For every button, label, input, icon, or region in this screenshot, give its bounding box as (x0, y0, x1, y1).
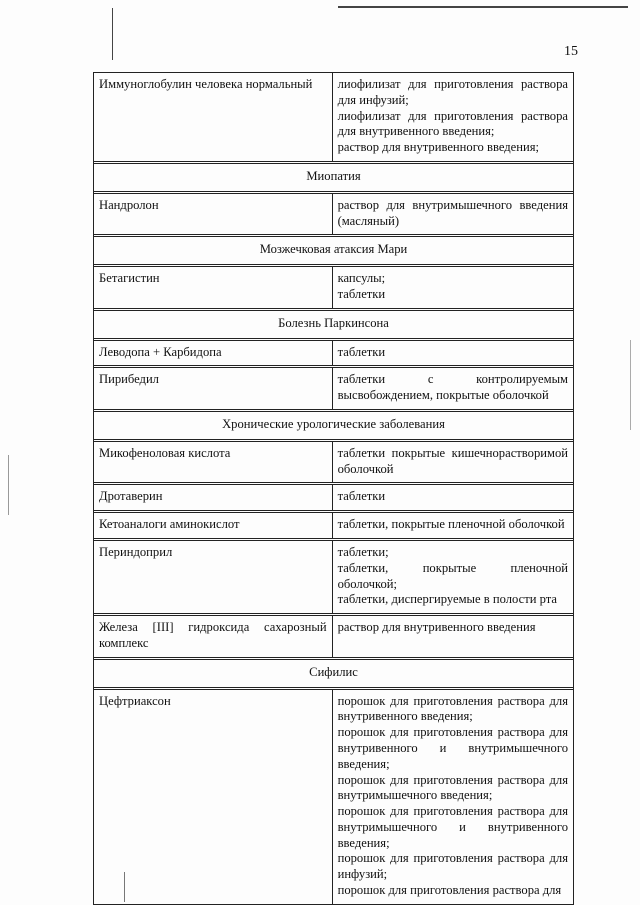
section-row (94, 163, 574, 191)
drug-table (93, 72, 574, 905)
drug-name: Железа [III] гидроксида сахарозный комплекс (94, 616, 333, 658)
drug-name: Нандролон (94, 193, 333, 235)
dosage-form: таблетки, покрытые пленочной оболочкой (337, 517, 565, 532)
section-row (94, 237, 574, 265)
section-title: Сифилис (94, 659, 574, 687)
section-title: Болезнь Паркинсона (94, 310, 574, 338)
dosage-form: таблетки покрытые кишечнорастворимой оболочкой (337, 445, 568, 476)
dosage-forms (332, 340, 573, 366)
dosage-form: раствор для внутривенного введения; (337, 140, 540, 155)
dosage-form: раствор для внутримышечного введения (масляный) (337, 197, 568, 228)
dosage-form: таблетки, покрытые пленочной оболочкой; (337, 560, 568, 591)
drug-row (94, 689, 574, 904)
dosage-form: таблетки, диспергируемые в полости рта (337, 592, 557, 607)
dosage-forms (332, 616, 573, 658)
dosage-forms (332, 689, 573, 904)
drug-name: Кетоаналоги аминокислот (94, 513, 333, 539)
dosage-form: таблетки с контролируемым высвобождением, покрытые оболочкой (337, 372, 568, 403)
dosage-forms (332, 485, 573, 511)
dosage-form: порошок для приготовления раствора для внутримышечного введения; (337, 772, 568, 803)
page-number: 15 (564, 44, 578, 59)
section-title: Хронические урологические заболевания (94, 411, 574, 439)
drug-name: Периндоприл (94, 540, 333, 613)
section-row (94, 310, 574, 338)
drug-row (94, 73, 574, 162)
drug-row (94, 441, 574, 483)
drug-row (94, 485, 574, 511)
drug-row (94, 513, 574, 539)
dosage-forms (332, 73, 573, 162)
drug-name: Дротаверин (94, 485, 333, 511)
dosage-form: лиофилизат для приготовления раствора для внутривенного введения; (337, 108, 568, 139)
section-row (94, 659, 574, 687)
dosage-form: таблетки; (337, 544, 389, 559)
dosage-form: таблетки (337, 489, 386, 504)
dosage-forms (332, 540, 573, 613)
drug-row (94, 368, 574, 410)
drug-name: Пирибедил (94, 368, 333, 410)
drug-name: Микофеноловая кислота (94, 441, 333, 483)
dosage-forms (332, 193, 573, 235)
dosage-form: раствор для внутривенного введения (337, 620, 536, 635)
drug-row (94, 340, 574, 366)
dosage-form: капсулы; (337, 271, 386, 286)
section-title: Мозжечковая атаксия Мари (94, 237, 574, 265)
drug-name: Бетагистин (94, 267, 333, 309)
dosage-forms (332, 513, 573, 539)
drug-name: Леводопа + Карбидопа (94, 340, 333, 366)
drug-name: Цефтриаксон (94, 689, 333, 904)
scan-artifact-left-edge (8, 455, 9, 515)
dosage-form: таблетки (337, 286, 386, 301)
dosage-forms (332, 267, 573, 309)
dosage-form: порошок для приготовления раствора для внутримышечного и внутривенного введения; (337, 804, 568, 850)
drug-row (94, 616, 574, 658)
scan-artifact-top-left (112, 8, 113, 60)
section-title: Миопатия (94, 163, 574, 191)
section-row (94, 411, 574, 439)
dosage-form: таблетки (337, 344, 386, 359)
dosage-form: порошок для приготовления раствора для внутривенного введения; (337, 693, 568, 724)
scan-artifact-right-edge (630, 340, 631, 430)
drug-row (94, 540, 574, 613)
drug-name: Иммуноглобулин человека нормальный (94, 73, 333, 162)
dosage-form: порошок для приготовления раствора для внутривенного и внутримышечного введения; (337, 725, 568, 771)
scan-artifact-top-right (338, 6, 628, 8)
dosage-form: лиофилизат для приготовления раствора для инфузий; (337, 77, 568, 107)
dosage-form: порошок для приготовления раствора для (337, 883, 562, 898)
drug-row (94, 267, 574, 309)
drug-row (94, 193, 574, 235)
dosage-forms (332, 441, 573, 483)
dosage-forms (332, 368, 573, 410)
dosage-form: порошок для приготовления раствора для инфузий; (337, 851, 568, 882)
